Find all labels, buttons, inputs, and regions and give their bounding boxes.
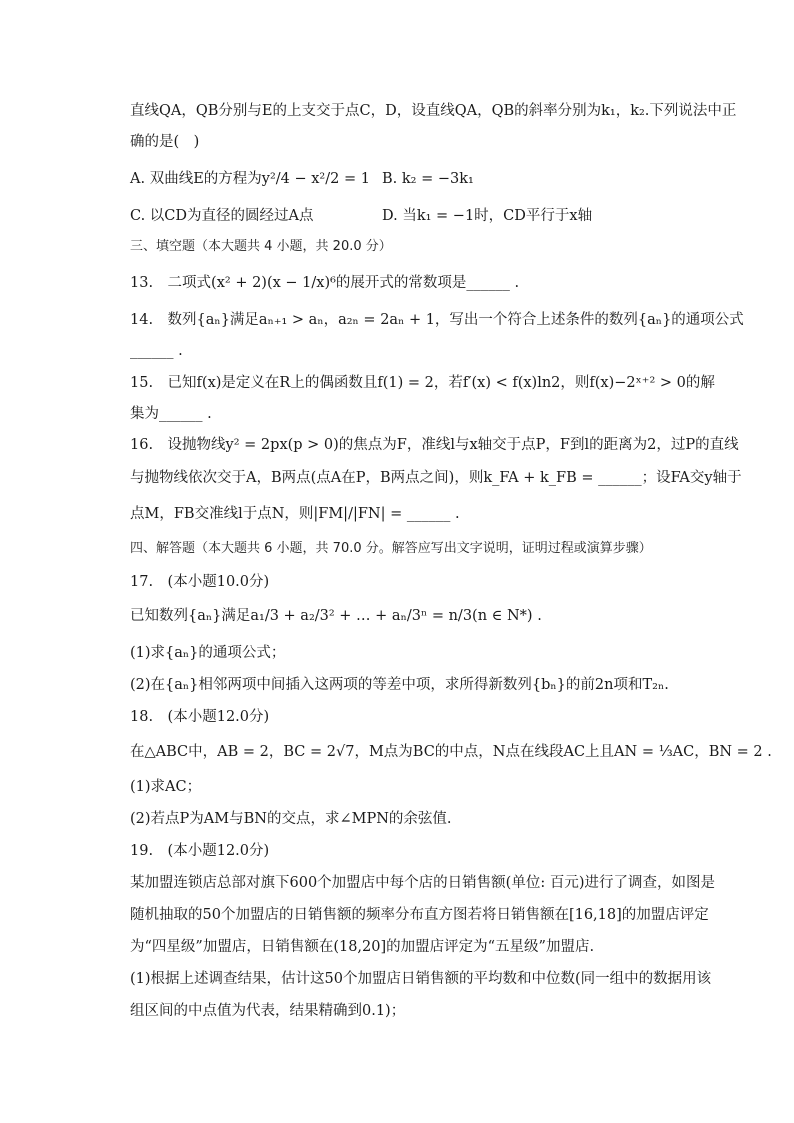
q18-title: 18. (本小题12.0分) [130, 709, 270, 725]
q12-option-b: B. k₂ = −3k₁ [382, 171, 474, 187]
q16-line-1: 16. 设抛物线y² = 2px(p > 0)的焦点为F，准线l与x轴交于点P，F到l的距离为2，过P的直线 [130, 437, 739, 453]
q12-option-d: D. 当k₁ = −1时，CD平行于x轴 [382, 208, 593, 224]
q14-line-1: 14. 数列{aₙ}满足aₙ₊₁ > aₙ，a₂ₙ = 2aₙ + 1，写出一个符合上述条件的数列{aₙ}的通项公式 [130, 312, 744, 328]
q19-line-2: 随机抽取的50个加盟店的日销售额的频率分布直方图若将日销售额在[16,18]的加盟店评定 [130, 907, 709, 923]
q18-part-2: (2)若点P为AM与BN的交点，求∠MPN的余弦值. [130, 811, 452, 827]
q14-line-2: ______ . [130, 343, 183, 359]
q19-part-1-line-2: 组区间的中点值为代表，结果精确到0.1)； [130, 1003, 406, 1019]
q17-title: 17. (本小题10.0分) [130, 574, 270, 590]
section-4-heading: 四、解答题（本大题共 6 小题，共 70.0 分。解答应写出文字说明，证明过程或演算步骤） [130, 541, 652, 556]
q16-line-3: 点M，FB交准线l于点N，则|FM|/|FN| = ______ . [130, 506, 460, 522]
section-3-heading: 三、填空题（本大题共 4 小题，共 20.0 分） [130, 239, 392, 254]
q15-line-2: 集为______ . [130, 406, 212, 422]
q17-part-1: (1)求{aₙ}的通项公式； [130, 645, 286, 661]
q17-part-2: (2)在{aₙ}相邻两项中间插入这两项的等差中项，求所得新数列{bₙ}的前2n项和T₂ₙ. [130, 677, 669, 693]
q17-statement: 已知数列{aₙ}满足a₁/3 + a₂/3² + … + aₙ/3ⁿ = n/3(n ∈ N*) . [130, 608, 542, 624]
q19-line-1: 某加盟连锁店总部对旗下600个加盟店中每个店的日销售额(单位: 百元)进行了调查，如图是 [130, 875, 715, 891]
q12-option-c: C. 以CD为直径的圆经过A点 [130, 208, 314, 224]
q18-part-1: (1)求AC； [130, 779, 202, 795]
q12-option-a: A. 双曲线E的方程为y²/4 − x²/2 = 1 [130, 171, 370, 187]
q12-continuation: 直线QA，QB分别与E的上支交于点C，D，设直线QA，QB的斜率分别为k₁，k₂.下列说法中正 [130, 103, 737, 119]
q19-title: 19. (本小题12.0分) [130, 843, 270, 859]
q18-statement: 在△ABC中，AB = 2，BC = 2√7，M点为BC的中点，N点在线段AC上且AN = ⅓AC，BN = 2 . [130, 744, 772, 760]
q15-line-1: 15. 已知f(x)是定义在R上的偶函数且f(1) = 2，若f′(x) < f(x)ln2，则f(x)−2ˣ⁺² > 0的解 [130, 375, 715, 391]
q19-line-3: 为“四星级”加盟店，日销售额在(18,20]的加盟店评定为“五星级”加盟店. [130, 939, 595, 955]
q12-continuation-2: 确的是( ) [130, 134, 200, 150]
q19-part-1-line-1: (1)根据上述调查结果，估计这50个加盟店日销售额的平均数和中位数(同一组中的数据用该 [130, 971, 712, 987]
q13: 13. 二项式(x² + 2)(x − 1/x)⁶的展开式的常数项是______ . [130, 275, 520, 291]
q16-line-2: 与抛物线依次交于A，B两点(点A在P，B两点之间)，则k_FA + k_FB = ______；设FA交y轴于 [130, 470, 742, 486]
